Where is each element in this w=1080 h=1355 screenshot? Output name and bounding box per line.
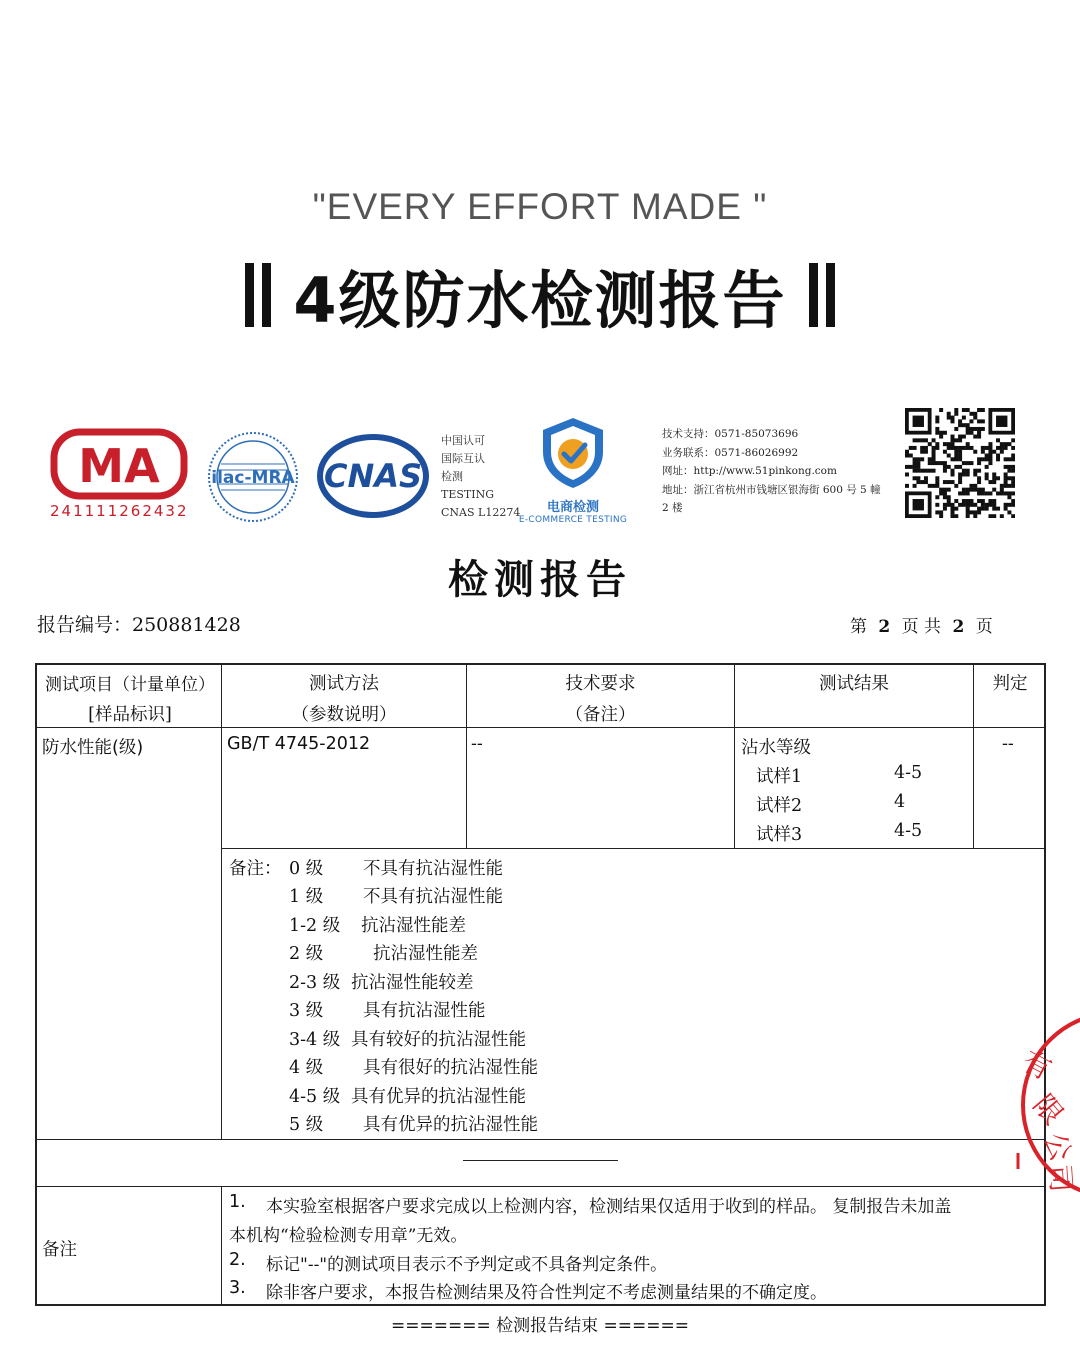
grade-desc: 不具有抗沾湿性能: [363, 859, 503, 879]
header-method-line1: 测试方法: [309, 674, 379, 694]
report-end-footer: ======= 检测报告结束 ======: [391, 1316, 689, 1336]
header-requirement: [467, 670, 734, 726]
table-divider: [35, 727, 1046, 728]
cnas-accreditation-text: [441, 432, 520, 522]
svg-text:司: 司: [1043, 1163, 1078, 1194]
report-number: 报告编号：250881428: [37, 614, 241, 636]
svg-text:公: 公: [1037, 1128, 1079, 1166]
website-link[interactable]: 网址：http://www.51pinkong.com: [662, 465, 837, 477]
grade-desc: 具有优异的抗沾湿性能: [351, 1087, 526, 1107]
row-result-title: 沾水等级: [741, 738, 811, 758]
grade-desc: 具有优异的抗沾湿性能: [363, 1115, 538, 1135]
remark-1-line2: 本机构“检验检测专用章”无效。: [229, 1226, 468, 1246]
grade-level: 3 级: [289, 1001, 324, 1021]
grade-desc: 抗沾湿性能差: [361, 916, 466, 936]
row-requirement: --: [471, 734, 483, 754]
sample-name: 试样3: [756, 825, 803, 845]
contact-info: [662, 425, 890, 518]
svg-text:限: 限: [1026, 1088, 1070, 1131]
header-method-line2: （参数说明）: [291, 705, 397, 725]
cnas-text-line: 中国认可: [441, 434, 485, 447]
cnas-text-line: TESTING: [441, 488, 494, 501]
grade-row: [289, 1111, 538, 1136]
ecommerce-subtitle: E-COMMERCE TESTING: [518, 515, 628, 525]
sample-name: 试样1: [756, 767, 803, 787]
header-item-line2: [样品标识]: [88, 705, 172, 725]
grade-level: 2-3 级: [289, 973, 341, 993]
svg-text:MA: MA: [78, 439, 160, 493]
svg-text:ilac-MRA: ilac-MRA: [211, 468, 295, 488]
cnas-logo: [314, 430, 432, 526]
grade-row: [289, 969, 474, 994]
cma-mark-icon: [50, 428, 188, 500]
support-phone: 技术支持：0571-85073696: [662, 428, 799, 440]
headline: 4级防水检测报告: [293, 263, 787, 337]
page-mid: 页 共: [901, 617, 942, 637]
remark-number: 1.: [229, 1192, 246, 1212]
svg-text:CNAS: CNAS: [323, 457, 423, 495]
table-divider: [35, 1139, 1046, 1140]
grade-desc: 不具有抗沾湿性能: [363, 887, 503, 907]
row-method: GB/T 4745-2012: [227, 734, 371, 754]
grade-row: [289, 912, 466, 937]
empty-row-dash: [463, 1160, 618, 1161]
report-title: 检测报告: [448, 556, 632, 603]
shield-check-icon: [537, 414, 609, 490]
grade-desc: 具有抗沾湿性能: [363, 1001, 486, 1021]
page-suffix: 页: [975, 617, 993, 637]
address: 地址：浙江省杭州市钱塘区银海街 600 号 5 幢 2 楼: [662, 483, 881, 514]
table-divider: [221, 1186, 222, 1306]
grade-level: 4-5 级: [289, 1087, 341, 1107]
grade-level: 4 级: [289, 1058, 324, 1078]
page-prefix: 第: [850, 617, 867, 637]
company-seal: [1010, 1005, 1080, 1209]
grade-desc: 抗沾湿性能差: [373, 944, 478, 964]
right-double-bar-icon: [809, 263, 835, 327]
headline-banner: [0, 258, 1080, 337]
ecommerce-testing-logo: [518, 414, 628, 525]
cma-number: 241111262432: [50, 502, 189, 520]
header-req-line2: （备注）: [565, 705, 636, 725]
grade-desc: 抗沾湿性能较差: [351, 973, 474, 993]
grade-level: 2 级: [289, 944, 324, 964]
cnas-text-line: 检测: [441, 470, 463, 483]
grade-level: 5 级: [289, 1115, 324, 1135]
grade-level: 0 级: [289, 859, 324, 879]
sample-value: 4-5: [894, 821, 923, 841]
table-divider: [222, 848, 1046, 849]
remark-3: 除非客户要求，本报告检测结果及符合性判定不考虑测量结果的不确定度。: [266, 1283, 827, 1303]
remark-number: 2.: [229, 1250, 246, 1270]
grade-row: [289, 1083, 526, 1108]
header-req-line1: 技术要求: [565, 674, 636, 694]
ilac-mra-logo: [206, 430, 300, 528]
header-item: [40, 670, 220, 726]
notes-label: 备注：: [229, 859, 282, 879]
page-current: 2: [878, 617, 891, 637]
remark-1-line1: 本实验室根据客户要求完成以上检测内容，检测结果仅适用于收到的样品。 复制报告未加盖: [266, 1197, 952, 1217]
cnas-text-line: CNAS L12274: [441, 506, 521, 519]
grade-desc: 具有很好的抗沾湿性能: [363, 1058, 538, 1078]
qr-code-icon: [905, 408, 1015, 522]
grade-row: [289, 855, 503, 880]
page-indicator: [850, 612, 993, 637]
grade-row: [289, 997, 486, 1022]
sample-value: 4-5: [894, 763, 923, 783]
cma-logo: [50, 428, 188, 520]
header-judgement: 判定: [992, 674, 1028, 694]
grade-row: [289, 1026, 526, 1051]
grade-row: [289, 1054, 538, 1079]
business-phone: 业务联系：0571-86026992: [662, 446, 799, 459]
row-judgement: --: [1002, 734, 1014, 754]
page-total: 2: [952, 617, 965, 637]
grade-level: 3-4 级: [289, 1030, 341, 1050]
header-result: 测试结果: [819, 674, 889, 694]
sample-name: 试样2: [756, 796, 803, 816]
remarks-label: 备注: [42, 1240, 77, 1260]
left-double-bar-icon: [245, 263, 271, 327]
grade-level: 1-2 级: [289, 916, 341, 936]
sample-value: 4: [894, 792, 906, 812]
table-divider: [221, 663, 222, 1139]
row-item: 防水性能(级): [42, 738, 144, 758]
ecommerce-title: 电商检测: [546, 500, 599, 515]
grade-level: 1 级: [289, 887, 324, 907]
header-method: [222, 670, 466, 726]
tagline: "EVERY EFFORT MADE ": [312, 186, 768, 227]
remark-number: 3.: [229, 1278, 246, 1298]
grade-row: [289, 940, 478, 965]
remark-2: 标记"--"的测试项目表示不予判定或不具备判定条件。: [266, 1255, 668, 1275]
grade-desc: 具有较好的抗沾湿性能: [351, 1030, 526, 1050]
grade-row: [289, 883, 503, 908]
header-item-line1: 测试项目（计量单位）: [45, 675, 215, 695]
cnas-text-line: 国际互认: [441, 452, 485, 465]
table-divider: [35, 1186, 1046, 1187]
svg-text:有: 有: [1016, 1044, 1057, 1087]
